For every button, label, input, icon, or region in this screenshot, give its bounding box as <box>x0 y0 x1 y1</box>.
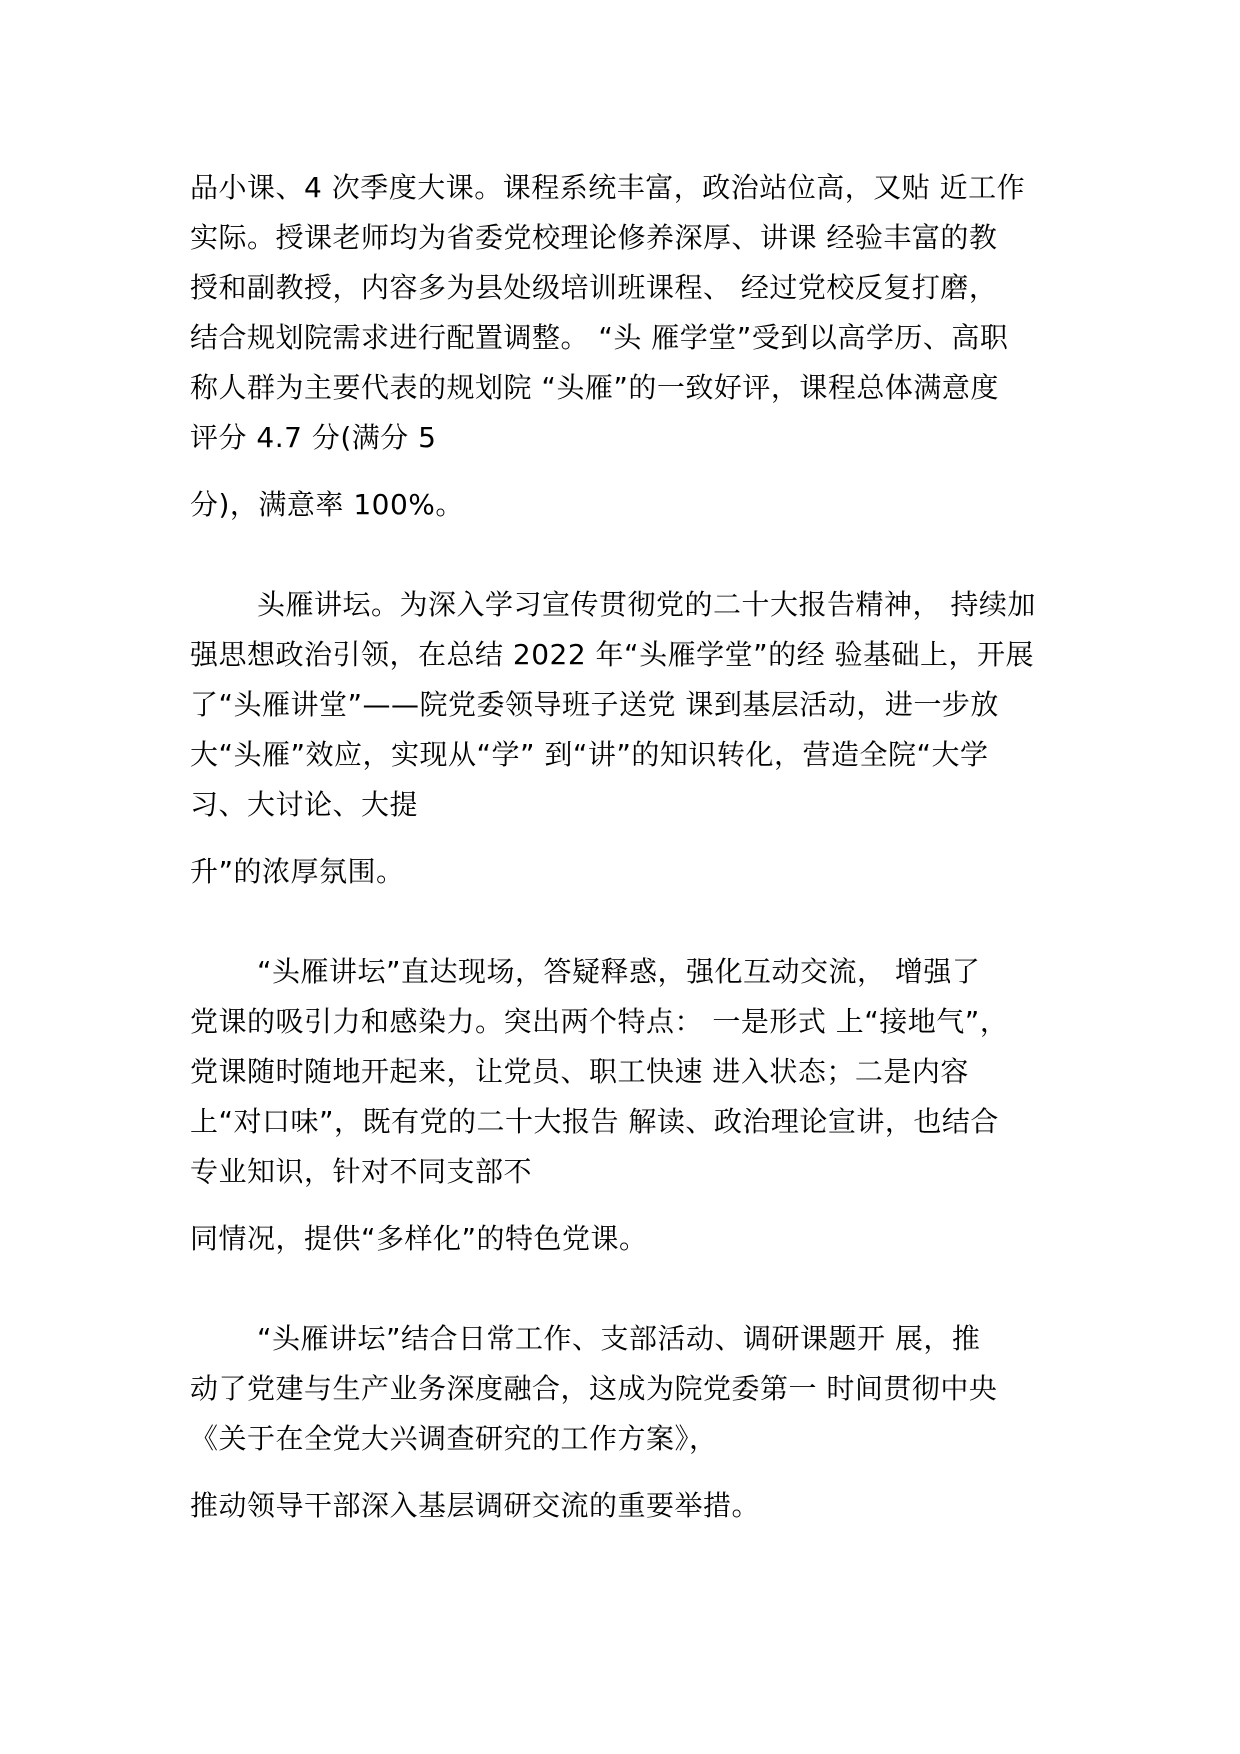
paragraph-line: 推动领导干部深入基层调研交流的重要举措。 <box>190 1489 761 1522</box>
paragraph-line: 动了党建与生产业务深度融合，这成为院党委第一 时间贯彻中央 <box>190 1372 998 1405</box>
paragraph-line: 结合规划院需求进行配置调整。 “头 雁学堂”受到以高学历、高职 <box>190 321 1009 354</box>
paragraph-line: 强思想政治引领，在总结 2022 年“头雁学堂”的经 验基础上，开展 <box>190 638 1034 671</box>
paragraph-line: 升”的浓厚氛围。 <box>190 855 405 888</box>
paragraph-line: 头雁讲坛。为深入学习宣传贯彻党的二十大报告精神， 持续加 <box>257 588 1036 621</box>
paragraph-line: 称人群为主要代表的规划院 “头雁”的一致好评，课程总体满意度 <box>190 371 999 404</box>
paragraph-line: “头雁讲坛”直达现场，答疑释惑，强化互动交流， 增强了 <box>257 955 981 988</box>
paragraph-line: 授和副教授，内容多为县处级培训班课程、 经过党校反复打磨， <box>190 271 998 304</box>
paragraph-line: “头雁讲坛”结合日常工作、支部活动、调研课题开 展，推 <box>257 1322 981 1355</box>
paragraph-line: 品小课、4 次季度大课。课程系统丰富，政治站位高，又贴 近工作 <box>190 171 1026 204</box>
paragraph-line: 上“对口味”，既有党的二十大报告 解读、政治理论宣讲，也结合 <box>190 1105 999 1138</box>
paragraph-line: 同情况，提供“多样化”的特色党课。 <box>190 1222 648 1255</box>
paragraph-line: 习、大讨论、大提 <box>190 788 419 821</box>
paragraph-line: 党课随时随地开起来，让党员、职工快速 进入状态；二是内容 <box>190 1055 969 1088</box>
paragraph-line: 党课的吸引力和感染力。突出两个特点： 一是形式 上“接地气”， <box>190 1005 1009 1038</box>
paragraph-line: 《关于在全党大兴调查研究的工作方案》， <box>190 1422 718 1455</box>
paragraph-line: 大“头雁”效应，实现从“学” 到“讲”的知识转化，营造全院“大学 <box>190 738 989 771</box>
paragraph-line: 专业知识，针对不同支部不 <box>190 1155 533 1188</box>
paragraph-line: 评分 4.7 分(满分 5 <box>190 421 437 454</box>
paragraph-line: 分)，满意率 100%。 <box>190 488 464 521</box>
paragraph-line: 实际。授课老师均为省委党校理论修养深厚、讲课 经验丰富的教 <box>190 221 998 254</box>
paragraph-line: 了“头雁讲堂”——院党委领导班子送党 课到基层活动，进一步放 <box>190 688 999 721</box>
